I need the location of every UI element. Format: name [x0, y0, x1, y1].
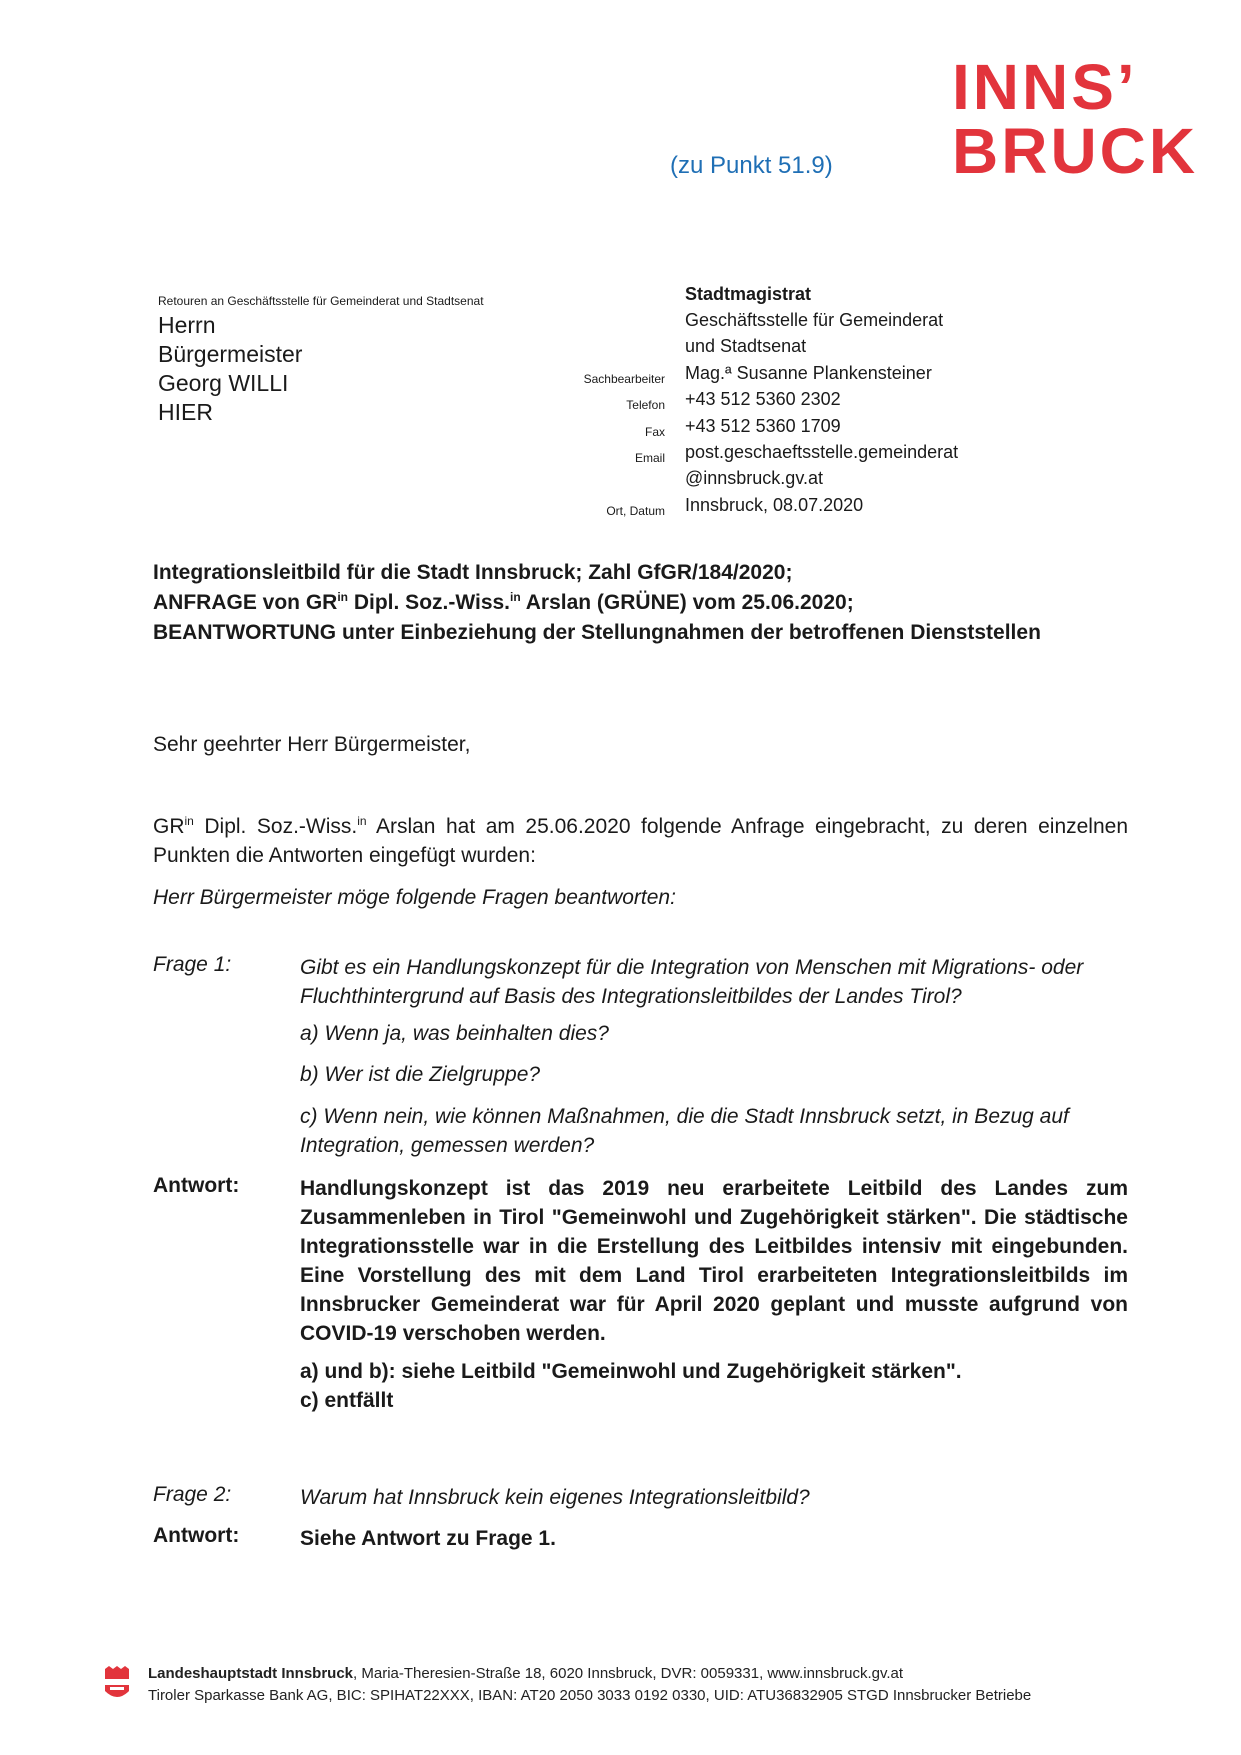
intro-paragraph: $GR^{in}$ Dipl. Soz.-Wiss.$^{in}$ Arslan hat am 25.06.2020 folgende Anfrage eingebracht, zu deren einzelnen Punkten die Antworten eingefügt wurden: [153, 814, 1129, 867]
fax-label: Fax [644, 425, 665, 439]
question-1-sub-b: b) Wer ist die Zielgruppe? [300, 1063, 541, 1086]
email-label: Email [634, 451, 665, 465]
subject-line-1: Integrationsleitbild für die Stadt Innsbruck; Zahl GfGR/184/2020; [153, 561, 793, 584]
recipient-line: Georg WILLI [158, 370, 289, 396]
question-1-text: Gibt es ein Handlungskonzept für die Integration von Menschen mit Migrations- oder Fluchthintergrund auf Basis des Integrationsleitbildes der Landes Tirol? [300, 956, 1084, 1008]
recipient-line: Bürgermeister [158, 341, 303, 367]
clerk-value: Mag.ª Susanne Plankensteiner [685, 363, 932, 383]
footer [148, 1663, 1031, 1707]
subject-line-3: BEANTWORTUNG unter Einbeziehung der Stellungnahmen der betroffenen Dienststellen [153, 621, 1041, 644]
answer-1-text: Handlungskonzept ist das 2019 neu erarbeitete Leitbild des Landes zum Zusammenleben in Tirol "Gemeinwohl und Zugehörigkeit stärken". Die städtische Integrationsstelle war in die Erstellung des Leitbildes intensiv mit eingebunden. Eine Vorstellung des mit dem Land Tirol erarbeiteten Integrationsleitbilds im Innsbrucker Gemeinderat war für April 2020 geplant und musste aufgrund von COVID-19 verschoben werden. [300, 1177, 1128, 1345]
agenda-reference: (zu Punkt 51.9) [670, 152, 833, 179]
email-value-line1[interactable]: post.geschaeftsstelle.gemeinderat [685, 442, 959, 462]
logo-line-1: INNS’ [952, 51, 1138, 123]
salutation: Sehr geehrter Herr Bürgermeister, [153, 733, 471, 756]
sender-org: Stadtmagistrat [685, 284, 812, 304]
answer-2-text: Siehe Antwort zu Frage 1. [300, 1527, 556, 1550]
sender-dept-line1: Geschäftsstelle für Gemeinderat [685, 310, 944, 330]
recipient-line: HIER [158, 399, 213, 425]
answer-1-label: Antwort: [153, 1174, 240, 1197]
phone-label: Telefon [626, 398, 665, 412]
date-value: Innsbruck, 08.07.2020 [685, 495, 864, 515]
phone-value: +43 512 5360 2302 [685, 389, 841, 409]
innsbruck-logo [952, 51, 1199, 187]
question-2-text: Warum hat Innsbruck kein eigenes Integrationsleitbild? [300, 1486, 810, 1509]
subject-line-2: ANFRAGE von $GR^{in}$ Dipl. Soz.-Wiss.$^{in}$ Arslan (GRÜNE) vom 25.06.2020; [153, 590, 854, 614]
footer-line-1: Landeshauptstadt Innsbruck, Maria-Theresien-Straße 18, 6020 Innsbruck, DVR: 0059331, www.innsbruck.gv.at [148, 1665, 904, 1682]
answer-1-ab: a) und b): siehe Leitbild "Gemeinwohl und Zugehörigkeit stärken". [300, 1360, 962, 1383]
sender-dept-line2: und Stadtsenat [685, 336, 807, 356]
question-prompt: Herr Bürgermeister möge folgende Fragen beantworten: [153, 886, 676, 909]
answer-1-c: c) entfällt [300, 1389, 394, 1412]
recipient-line: Herrn [158, 312, 216, 338]
return-address-note: Retouren an Geschäftsstelle für Gemeinderat und Stadtsenat [158, 294, 484, 308]
clerk-label: Sachbearbeiter [583, 372, 665, 386]
question-1-label: Frage 1: [153, 953, 232, 976]
subject-block [153, 558, 1143, 648]
question-2-label: Frage 2: [153, 1483, 232, 1506]
email-value-line2[interactable]: @innsbruck.gv.at [685, 468, 823, 488]
city-crest-icon [104, 1665, 130, 1703]
date-label: Ort, Datum [606, 504, 665, 518]
footer-line-2: Tiroler Sparkasse Bank AG, BIC: SPIHAT22XXX, IBAN: AT20 2050 3033 0192 0330, UID: ATU36832905 STGD Innsbrucker Betriebe [148, 1687, 1032, 1704]
question-1-sub-c: c) Wenn nein, wie können Maßnahmen, die die Stadt Innsbruck setzt, in Bezug auf Integration, gemessen werden? [300, 1105, 1069, 1157]
fax-value: +43 512 5360 1709 [685, 416, 841, 436]
recipient-address [158, 311, 302, 427]
question-1-sub-a: a) Wenn ja, was beinhalten dies? [300, 1022, 609, 1045]
logo-line-2: BRUCK [952, 115, 1199, 187]
answer-2-label: Antwort: [153, 1524, 240, 1547]
